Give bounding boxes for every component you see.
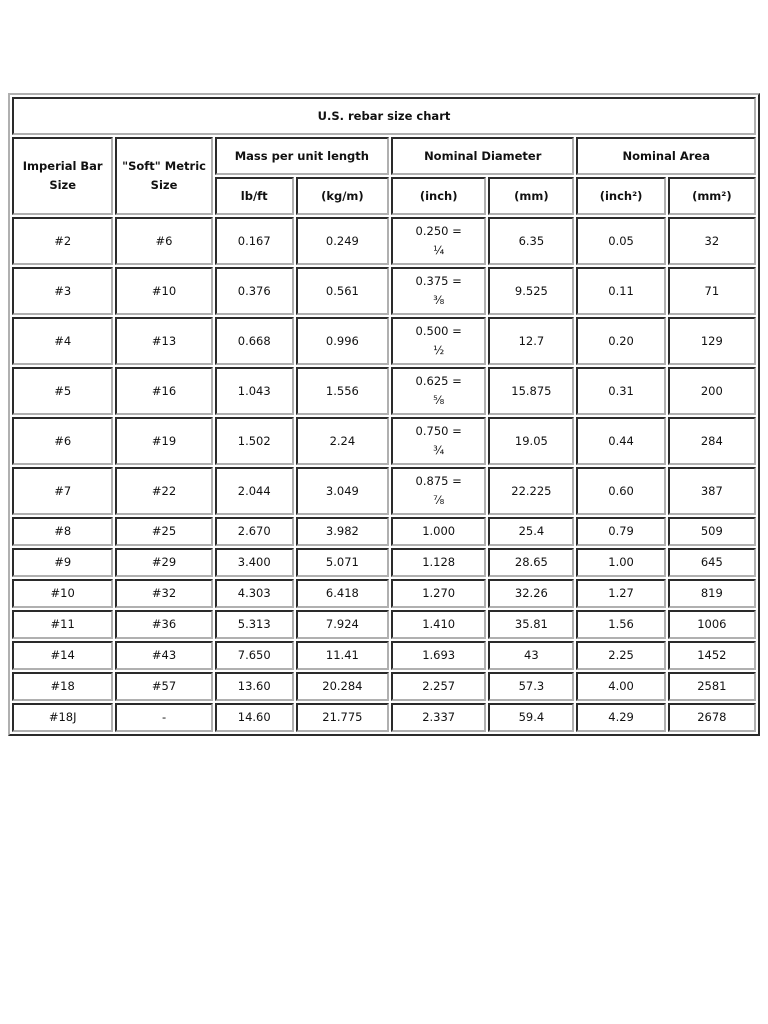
- cell-metric: #19: [115, 417, 212, 465]
- cell-inch-squared: 0.79: [576, 517, 665, 546]
- cell-metric: #43: [115, 641, 212, 670]
- table-body: [12, 217, 756, 732]
- cell-inch-decimal: 0.875 =: [415, 474, 462, 488]
- cell-kg-m: 0.561: [296, 267, 389, 315]
- cell-inch-squared: 0.31: [576, 367, 665, 415]
- cell-mm: 32.26: [488, 579, 574, 608]
- cell-imperial: #5: [12, 367, 113, 415]
- table-row: [12, 417, 756, 465]
- cell-imperial: #11: [12, 610, 113, 639]
- cell-mm-squared: 129: [668, 317, 756, 365]
- cell-metric: #29: [115, 548, 212, 577]
- cell-inch-squared: 0.20: [576, 317, 665, 365]
- cell-inch-squared: 1.27: [576, 579, 665, 608]
- cell-mm: 59.4: [488, 703, 574, 732]
- cell-inch: 1.270: [391, 579, 486, 608]
- cell-lb-ft: 1.043: [215, 367, 294, 415]
- cell-imperial: #8: [12, 517, 113, 546]
- cell-mm-squared: 645: [668, 548, 756, 577]
- table-row: [12, 217, 756, 265]
- cell-inch-squared: 1.56: [576, 610, 665, 639]
- cell-mm-squared: 32: [668, 217, 756, 265]
- cell-lb-ft: 2.670: [215, 517, 294, 546]
- cell-kg-m: 11.41: [296, 641, 389, 670]
- cell-metric: #36: [115, 610, 212, 639]
- cell-mm-squared: 509: [668, 517, 756, 546]
- cell-inch-decimal: 0.625 =: [415, 374, 462, 388]
- cell-kg-m: 0.996: [296, 317, 389, 365]
- table-row: [12, 672, 756, 701]
- cell-inch: [391, 467, 486, 515]
- cell-mm: 22.225: [488, 467, 574, 515]
- cell-metric: #32: [115, 579, 212, 608]
- cell-inch-squared: 1.00: [576, 548, 665, 577]
- header-mm: (mm): [488, 177, 574, 215]
- table-row: [12, 610, 756, 639]
- cell-inch: [391, 417, 486, 465]
- cell-inch-fraction: ½: [433, 343, 445, 357]
- cell-inch: [391, 367, 486, 415]
- cell-inch-fraction: ⅜: [433, 293, 445, 307]
- cell-lb-ft: 4.303: [215, 579, 294, 608]
- cell-metric: #13: [115, 317, 212, 365]
- cell-inch-fraction: ⅝: [433, 393, 445, 407]
- cell-mm: 15.875: [488, 367, 574, 415]
- cell-mm-squared: 71: [668, 267, 756, 315]
- cell-imperial: #2: [12, 217, 113, 265]
- cell-inch-decimal: 0.500 =: [415, 324, 462, 338]
- cell-lb-ft: 7.650: [215, 641, 294, 670]
- cell-kg-m: 3.982: [296, 517, 389, 546]
- cell-imperial: #3: [12, 267, 113, 315]
- cell-imperial: #9: [12, 548, 113, 577]
- header-imperial-bar-size: Imperial Bar Size: [12, 137, 113, 215]
- cell-lb-ft: 5.313: [215, 610, 294, 639]
- cell-imperial: #7: [12, 467, 113, 515]
- cell-inch-squared: 0.60: [576, 467, 665, 515]
- cell-mm: 35.81: [488, 610, 574, 639]
- cell-inch: [391, 217, 486, 265]
- table-row: [12, 703, 756, 732]
- cell-inch: 2.257: [391, 672, 486, 701]
- cell-inch-fraction: ⅞: [433, 493, 445, 507]
- cell-inch: 1.000: [391, 517, 486, 546]
- cell-lb-ft: 3.400: [215, 548, 294, 577]
- cell-inch: 2.337: [391, 703, 486, 732]
- cell-mm-squared: 1006: [668, 610, 756, 639]
- cell-inch-squared: 0.11: [576, 267, 665, 315]
- table-title: U.S. rebar size chart: [12, 97, 756, 135]
- cell-kg-m: 0.249: [296, 217, 389, 265]
- cell-mm-squared: 2678: [668, 703, 756, 732]
- cell-mm: 9.525: [488, 267, 574, 315]
- table-row: [12, 317, 756, 365]
- table-row: [12, 467, 756, 515]
- cell-kg-m: 5.071: [296, 548, 389, 577]
- cell-metric: #25: [115, 517, 212, 546]
- cell-mm: 57.3: [488, 672, 574, 701]
- cell-lb-ft: 0.167: [215, 217, 294, 265]
- cell-inch-squared: 0.44: [576, 417, 665, 465]
- cell-mm-squared: 284: [668, 417, 756, 465]
- cell-inch-squared: 4.29: [576, 703, 665, 732]
- cell-kg-m: 3.049: [296, 467, 389, 515]
- cell-imperial: #18J: [12, 703, 113, 732]
- header-mass-per-unit-length: Mass per unit length: [215, 137, 389, 175]
- cell-mm: 19.05: [488, 417, 574, 465]
- cell-metric: #6: [115, 217, 212, 265]
- cell-inch: 1.693: [391, 641, 486, 670]
- table-row: [12, 641, 756, 670]
- table-row: [12, 267, 756, 315]
- header-lb-ft: lb/ft: [215, 177, 294, 215]
- cell-kg-m: 6.418: [296, 579, 389, 608]
- cell-kg-m: 2.24: [296, 417, 389, 465]
- cell-mm: 43: [488, 641, 574, 670]
- cell-inch-fraction: ¼: [433, 243, 445, 257]
- cell-metric: #16: [115, 367, 212, 415]
- cell-inch: [391, 267, 486, 315]
- cell-kg-m: 1.556: [296, 367, 389, 415]
- cell-inch-decimal: 0.375 =: [415, 274, 462, 288]
- table-row: [12, 579, 756, 608]
- table-row: [12, 367, 756, 415]
- cell-kg-m: 21.775: [296, 703, 389, 732]
- cell-kg-m: 7.924: [296, 610, 389, 639]
- rebar-table-container: [8, 93, 760, 724]
- cell-lb-ft: 0.376: [215, 267, 294, 315]
- cell-inch-fraction: ¾: [433, 443, 445, 457]
- cell-metric: #57: [115, 672, 212, 701]
- cell-inch-squared: 2.25: [576, 641, 665, 670]
- cell-lb-ft: 13.60: [215, 672, 294, 701]
- cell-imperial: #10: [12, 579, 113, 608]
- header-mm-squared: (mm²): [668, 177, 756, 215]
- cell-mm-squared: 200: [668, 367, 756, 415]
- cell-imperial: #14: [12, 641, 113, 670]
- header-inch-squared: (inch²): [576, 177, 665, 215]
- cell-imperial: #18: [12, 672, 113, 701]
- cell-mm-squared: 819: [668, 579, 756, 608]
- header-nominal-area: Nominal Area: [576, 137, 756, 175]
- cell-mm-squared: 387: [668, 467, 756, 515]
- cell-mm-squared: 1452: [668, 641, 756, 670]
- cell-metric: #10: [115, 267, 212, 315]
- cell-lb-ft: 2.044: [215, 467, 294, 515]
- cell-inch: 1.410: [391, 610, 486, 639]
- cell-inch-squared: 4.00: [576, 672, 665, 701]
- cell-mm: 6.35: [488, 217, 574, 265]
- cell-inch: 1.128: [391, 548, 486, 577]
- cell-lb-ft: 0.668: [215, 317, 294, 365]
- table-row: [12, 517, 756, 546]
- cell-imperial: #4: [12, 317, 113, 365]
- table-row: [12, 548, 756, 577]
- cell-mm-squared: 2581: [668, 672, 756, 701]
- cell-inch: [391, 317, 486, 365]
- cell-inch-decimal: 0.250 =: [415, 224, 462, 238]
- cell-kg-m: 20.284: [296, 672, 389, 701]
- cell-metric: #22: [115, 467, 212, 515]
- cell-inch-decimal: 0.750 =: [415, 424, 462, 438]
- cell-mm: 28.65: [488, 548, 574, 577]
- header-kg-m: (kg/m): [296, 177, 389, 215]
- header-inch: (inch): [391, 177, 486, 215]
- cell-metric: -: [115, 703, 212, 732]
- cell-inch-squared: 0.05: [576, 217, 665, 265]
- cell-lb-ft: 14.60: [215, 703, 294, 732]
- cell-mm: 12.7: [488, 317, 574, 365]
- header-nominal-diameter: Nominal Diameter: [391, 137, 574, 175]
- rebar-size-table: [8, 93, 760, 736]
- cell-imperial: #6: [12, 417, 113, 465]
- cell-mm: 25.4: [488, 517, 574, 546]
- header-soft-metric-size: "Soft" Metric Size: [115, 137, 212, 215]
- cell-lb-ft: 1.502: [215, 417, 294, 465]
